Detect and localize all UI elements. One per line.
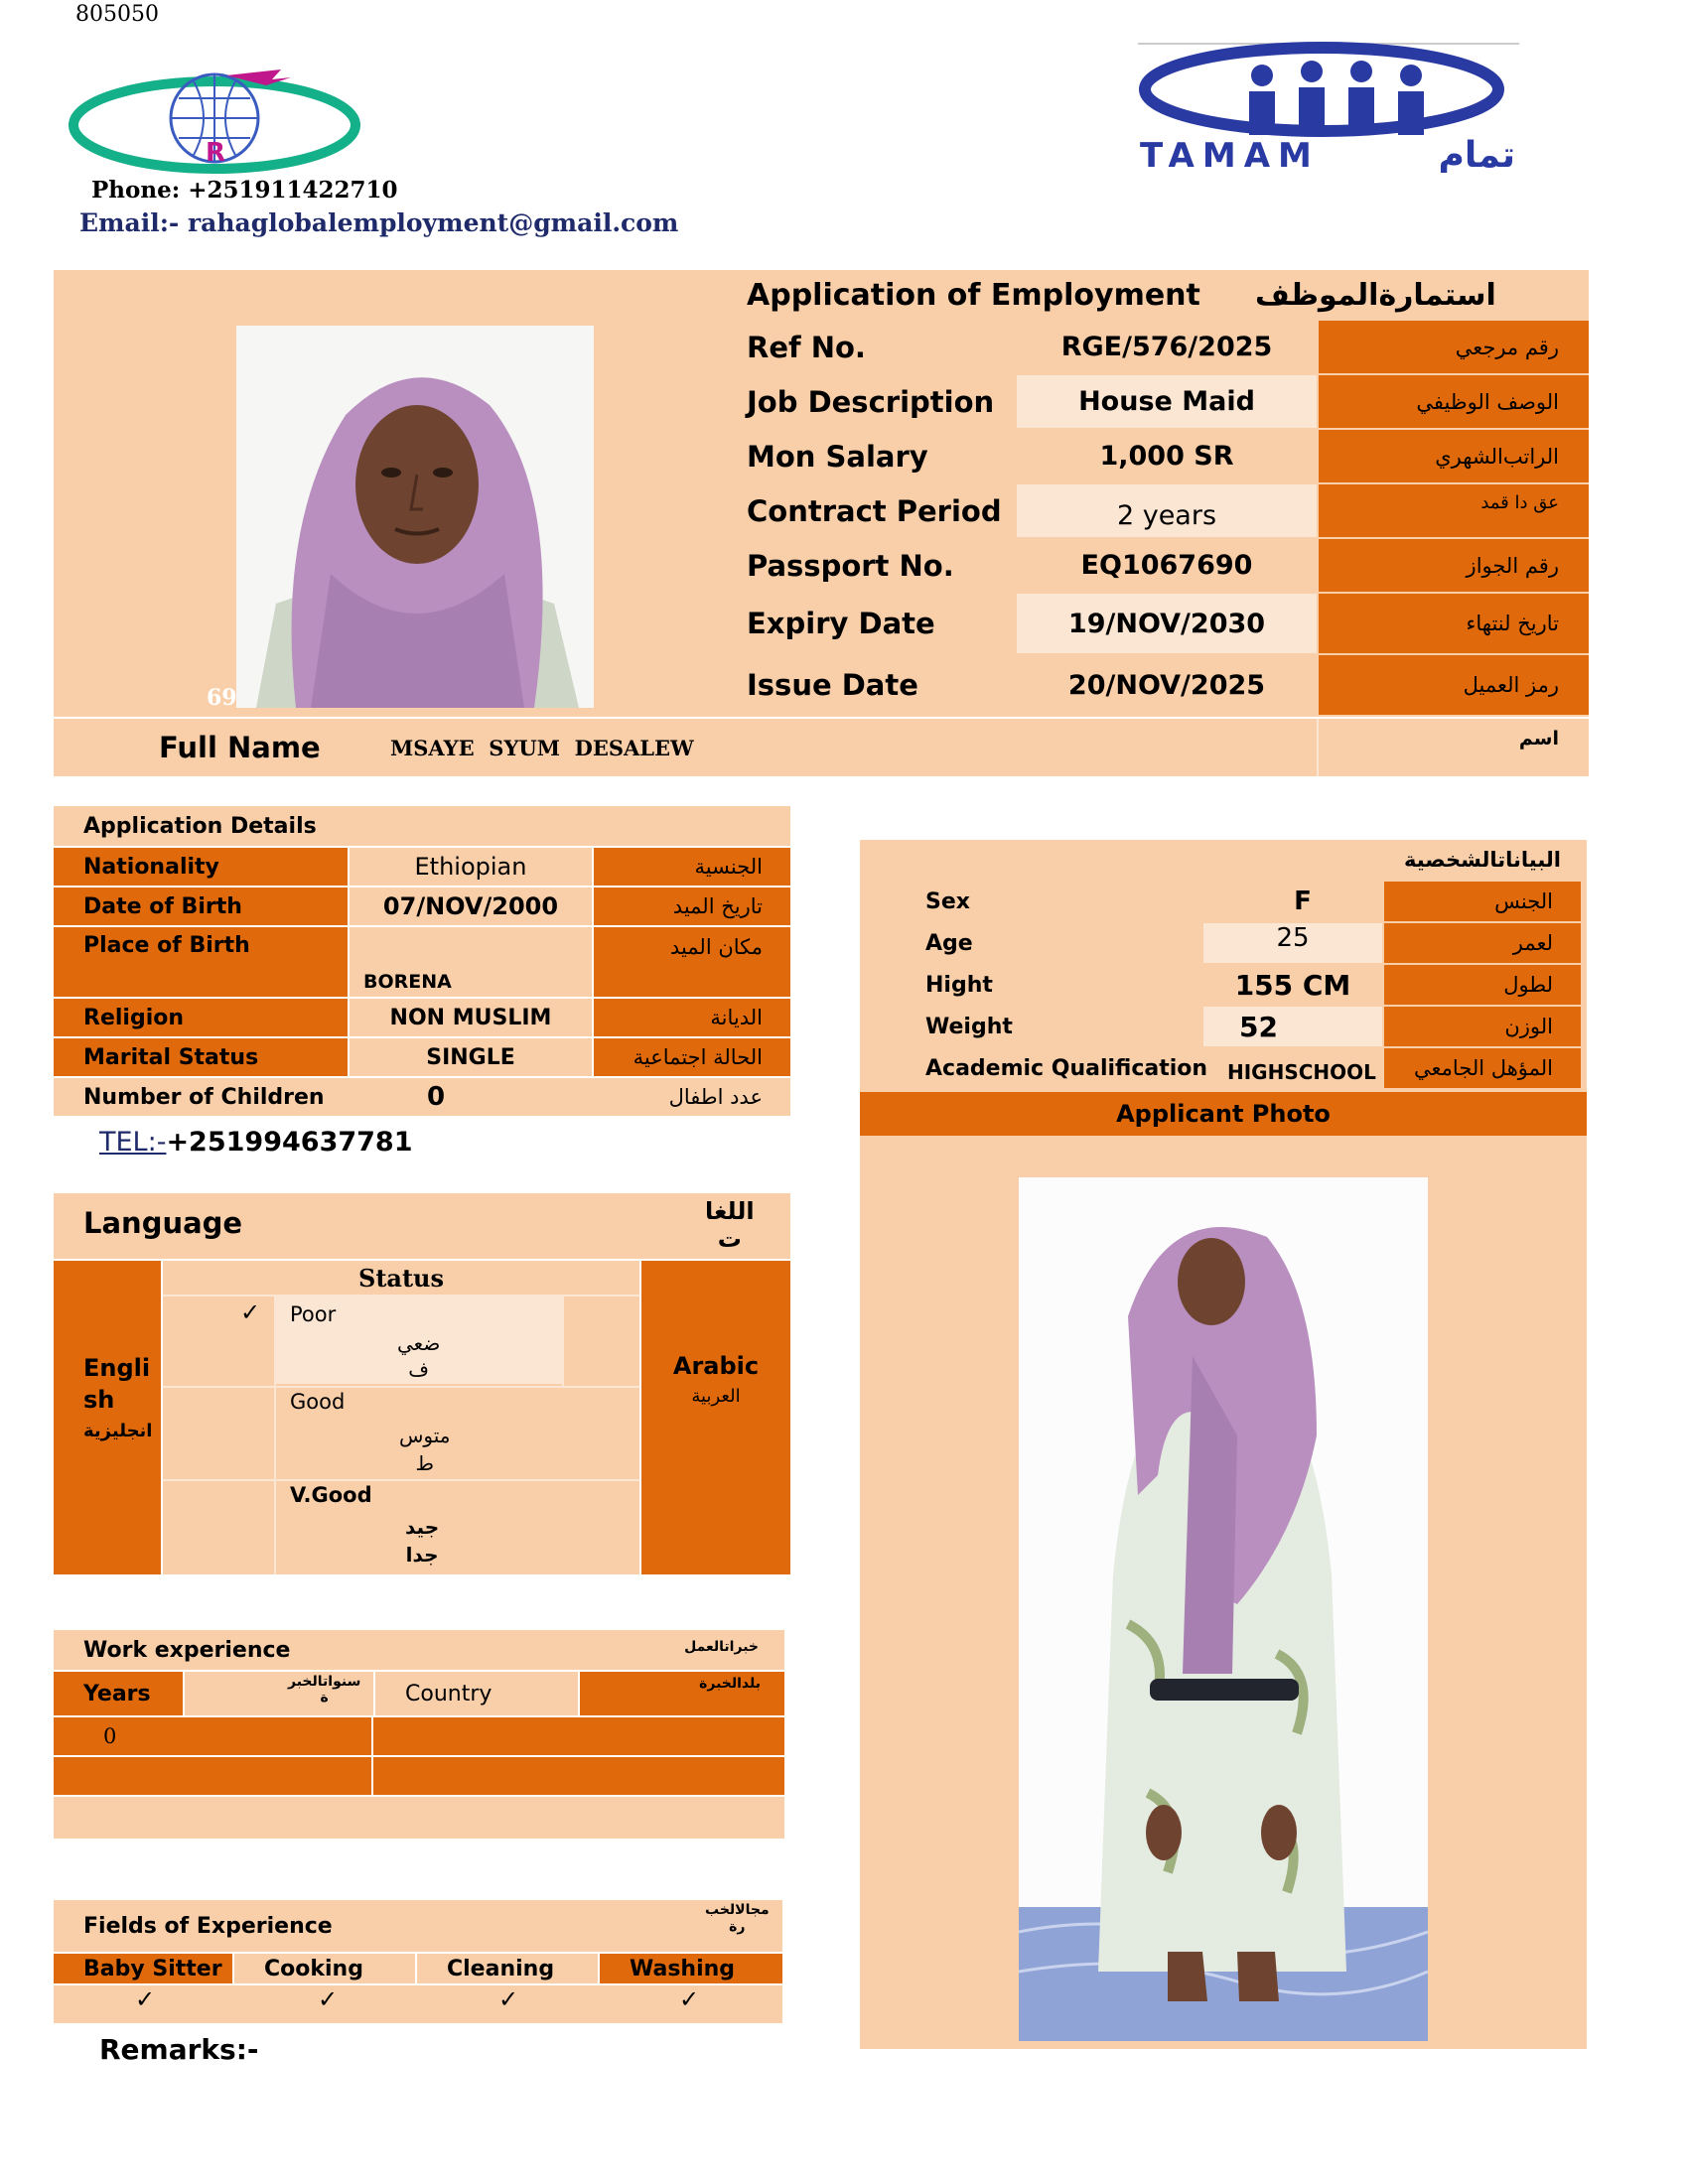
ref-no-value: RGE/576/2025 (1060, 332, 1273, 362)
issue-date-value: 20/NOV/2025 (1067, 669, 1266, 701)
remarks-label: Remarks:- (99, 2033, 259, 2066)
full-name-label: Full Name (159, 731, 321, 764)
contract-period-value: 2 years (1017, 484, 1317, 537)
work-exp-title-ar: خبراتالعمل (684, 1639, 759, 1655)
application-title-ar: استمارةالموظف (1255, 277, 1496, 313)
sex-ar: الجنس (1384, 882, 1581, 921)
arabic-label-ar: العربية (691, 1386, 741, 1407)
personal-title-ar: البياناتالشخصية (1403, 848, 1561, 872)
fields-title-ar-1: مجالالخب (705, 1902, 770, 1918)
field-cleaning: Cleaning (417, 1954, 598, 1983)
ref-no-label: Ref No. (747, 330, 866, 364)
application-title (719, 270, 1589, 320)
dob-label: Date of Birth (54, 887, 348, 925)
academic-value: HIGHSCHOOL (1227, 1060, 1376, 1084)
job-description-ar: الوصف الوظيفي (1319, 375, 1589, 428)
application-details-title: Application Details (54, 806, 790, 846)
applicant-full-photo (1019, 1177, 1428, 2041)
applicant-photo-label: Applicant Photo (860, 1092, 1587, 1136)
vgood-ar-2: جدا (405, 1543, 439, 1567)
poor-ar (397, 1330, 440, 1382)
svg-text:تمام: تمام (1438, 135, 1515, 173)
tamam-logo (1138, 42, 1519, 173)
salary-ar: الراتب‌الشهري (1319, 430, 1589, 482)
sex-label: Sex (925, 888, 970, 914)
tel-label: TEL:- (99, 1127, 167, 1158)
work-exp-row-2-years (54, 1757, 371, 1795)
field-washing: Washing (600, 1954, 782, 1983)
check-cooking[interactable]: ✓ (318, 1985, 339, 2013)
field-baby-sitter: Baby Sitter (54, 1954, 232, 1983)
religion-value: NON MUSLIM (350, 999, 592, 1036)
check-cleaning[interactable]: ✓ (498, 1985, 519, 2013)
document-number: 805050 (75, 2, 159, 27)
age-value: 25 (1203, 923, 1382, 963)
contract-period-ar: عق دا قمد (1319, 484, 1589, 537)
years-ar-2: ة (320, 1690, 329, 1706)
status-label: Status (357, 1263, 444, 1293)
agency-email[interactable]: Email:- rahaglobalemployment@gmail.com (79, 208, 679, 237)
work-exp-row-3 (54, 1797, 784, 1839)
language-title: Language (83, 1206, 243, 1240)
sex-value: F (1294, 887, 1312, 916)
english-label-2: sh (83, 1386, 115, 1414)
marital-status-value: SINGLE (350, 1038, 592, 1076)
fields-title: Fields of Experience (83, 1913, 333, 1939)
job-description-value: House Maid (1017, 375, 1317, 428)
poor-label: Poor (290, 1302, 337, 1326)
check-washing[interactable]: ✓ (679, 1985, 700, 2013)
children-value: 0 (427, 1082, 446, 1112)
good-ar (399, 1422, 451, 1477)
english-label (83, 1352, 152, 1447)
work-exp-title: Work experience (83, 1637, 291, 1663)
good-label: Good (290, 1390, 346, 1414)
agency-logo (68, 64, 361, 178)
nationality-value: Ethiopian (350, 848, 592, 886)
work-exp-row-1-years: 0 (54, 1717, 371, 1755)
expiry-date-label: Expiry Date (747, 607, 935, 640)
work-exp-row-1-country (373, 1717, 784, 1755)
academic-label: Academic Qualification (925, 1055, 1208, 1081)
weight-ar: الوزن (1384, 1007, 1581, 1046)
vgood-ar-1: جيد (405, 1515, 440, 1539)
svg-text:TAMAM: TAMAM (1140, 136, 1320, 173)
issue-date-ar: رمز العميل (1319, 655, 1589, 715)
height-value: 155 CM (1234, 968, 1351, 1002)
poor-ar-2: ف (408, 1357, 430, 1381)
nationality-ar: الجنسية (594, 848, 790, 886)
country-ar: بلدالخبرة (580, 1672, 784, 1715)
good-ar-2: ط (415, 1451, 434, 1475)
vgood-ar (405, 1513, 439, 1569)
tel-line (99, 1127, 413, 1158)
english-label-1: Engli (83, 1354, 151, 1382)
issue-date-label: Issue Date (747, 668, 918, 702)
divider (562, 1297, 564, 1386)
religion-ar: الديانة (594, 999, 790, 1036)
applicant-portrait (236, 326, 594, 708)
agency-phone: Phone: +251911422710 (91, 177, 398, 204)
salary-label: Mon Salary (747, 439, 928, 474)
age-ar: لعمر (1384, 923, 1581, 963)
years-ar-1: سنواتالخبر (288, 1674, 361, 1690)
ref-no-ar: رقم مرجعي (1319, 321, 1589, 373)
tel-value[interactable]: +251994637781 (166, 1127, 413, 1158)
dob-ar: تاريخ الميد (594, 887, 790, 925)
photo-number: 69 (207, 685, 237, 711)
english-label-ar: انجليزية (83, 1421, 153, 1441)
arabic-label: Arabic (672, 1352, 760, 1380)
marital-status-label: Marital Status (54, 1038, 348, 1076)
vgood-label: V.Good (290, 1483, 372, 1507)
children-label: Number of Children (83, 1084, 325, 1110)
passport-ar: رقم الجواز (1319, 539, 1589, 592)
pob-ar: مكان الميد (594, 927, 790, 997)
religion-label: Religion (54, 999, 348, 1036)
full-name-ar: اسم (1518, 728, 1559, 750)
divider (274, 1297, 276, 1574)
fields-title-ar-2: رة (729, 1919, 746, 1935)
check-baby-sitter[interactable]: ✓ (135, 1985, 156, 2013)
academic-ar: المؤهل الجامعي (1384, 1048, 1581, 1088)
divider (163, 1386, 639, 1388)
poor-ar-1: ضعي (397, 1331, 441, 1355)
expiry-date-ar: تاريخ لنتهاء (1319, 594, 1589, 653)
fields-check-row (54, 1985, 782, 2023)
svg-text:R: R (206, 138, 226, 168)
work-exp-row-2-country (373, 1757, 784, 1795)
weight-value: 52 (1203, 1007, 1382, 1046)
weight-label: Weight (925, 1014, 1013, 1039)
divider (163, 1479, 639, 1481)
passport-label: Passport No. (747, 548, 954, 583)
passport-value: EQ1067690 (1080, 550, 1253, 581)
contract-period-label: Contract Period (747, 493, 1002, 528)
nationality-label: Nationality (54, 848, 348, 886)
children-ar: عدد اطفال (668, 1085, 763, 1109)
good-ar-1: متوس (399, 1424, 451, 1447)
language-title-ar (705, 1197, 755, 1253)
language-title-ar-1: اللغا (705, 1197, 755, 1225)
marital-status-ar: الحالة اجتماعية (594, 1038, 790, 1076)
poor-check[interactable]: ✓ (240, 1298, 261, 1326)
fields-title-ar (705, 1902, 770, 1936)
country-label: Country (375, 1672, 578, 1715)
height-ar: لطول (1384, 965, 1581, 1005)
full-name-value: MSAYE SYUM DESALEW (390, 735, 694, 760)
salary-value: 1,000 SR (1099, 441, 1234, 472)
years-ar (288, 1674, 360, 1706)
pob-label: Place of Birth (54, 927, 348, 997)
arabic-column (641, 1261, 790, 1574)
job-description-label: Job Description (747, 384, 995, 419)
field-cooking: Cooking (234, 1954, 415, 1983)
language-title-ar-2: ت (717, 1225, 742, 1253)
pob-value: BORENA (350, 927, 592, 997)
age-label: Age (925, 930, 973, 956)
application-title-en: Application of Employment (747, 277, 1200, 313)
dob-value: 07/NOV/2000 (350, 887, 592, 925)
expiry-date-value: 19/NOV/2030 (1017, 594, 1317, 653)
years-label: Years (54, 1672, 183, 1715)
height-label: Hight (925, 972, 993, 998)
